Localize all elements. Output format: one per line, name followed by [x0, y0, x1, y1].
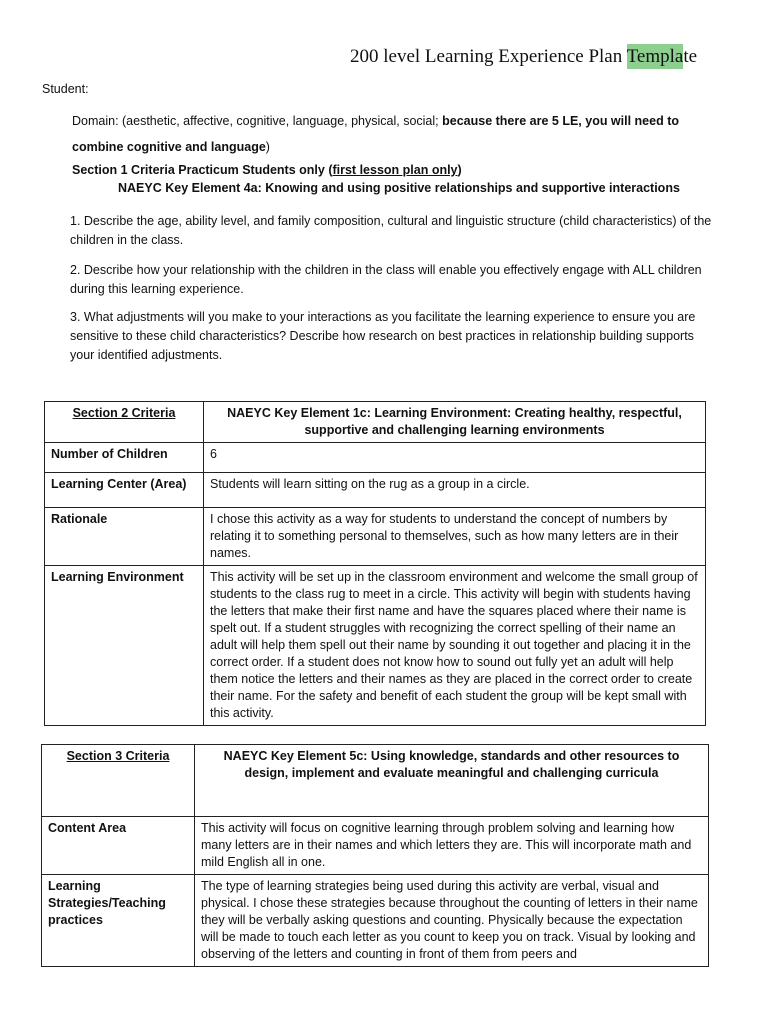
- section3-table: [41, 744, 709, 967]
- table-row: [45, 443, 706, 473]
- row-label: Content Area: [42, 817, 195, 875]
- domain-line: [72, 108, 712, 160]
- section2-table: [44, 401, 706, 726]
- section2-header-label: Section 2 Criteria: [45, 402, 204, 443]
- section1-heading-underlined: first lesson plan only: [332, 163, 458, 177]
- table-row: [45, 402, 706, 443]
- table-row: [42, 817, 709, 875]
- row-value: The type of learning strategies being used during this activity are verbal, visual and physical. I chose these strategies because throughout the counting of letters in their name they will be verbally asking questions and counting. Physically because the expectation will be made to touch each letter as you count to keep you on track. Visual by looking and observing of the letters and counting in front of them from peers and: [195, 875, 709, 967]
- row-value: This activity will be set up in the classroom environment and welcome the small group of students to the class rug to meet in a circle. This activity will begin with students having the letters that make their first name and have the squares placed where their name is spelt out. If a student struggles with recognizing the correct spelling of their name an adult will help them spell out their name by sounding it out together and placing it in the correct order. If a student does not know how to sound out fully yet an adult will help them notice the letters and their names as they are placed in the correct order to create their name. For the safety and benefit of each student the group will be kept small with this activity.: [204, 566, 706, 726]
- section1-heading-end: ): [457, 163, 462, 177]
- student-label: Student:: [42, 82, 89, 96]
- row-label: Learning Environment: [45, 566, 204, 726]
- row-label: Learning Strategies/Teaching practices: [42, 875, 195, 967]
- section3-header-label: Section 3 Criteria: [42, 745, 195, 817]
- domain-bold-text: because there are 5 LE, you will need to combine cognitive and language: [72, 114, 679, 154]
- title-suffix: te: [683, 46, 698, 67]
- row-label: Rationale: [45, 508, 204, 566]
- section1-heading: [72, 161, 680, 197]
- table-row: [45, 566, 706, 726]
- section1-key-element: NAEYC Key Element 4a: Knowing and using positive relationships and supportive interactions: [118, 181, 680, 195]
- row-value: 6: [204, 443, 706, 473]
- table-row: [45, 473, 706, 508]
- row-label: Number of Children: [45, 443, 204, 473]
- domain-end: ): [265, 140, 270, 154]
- title-highlight: Templa: [626, 46, 684, 67]
- question-1: 1. Describe the age, ability level, and family composition, cultural and linguistic structure (child characteristics) of the children in the class.: [70, 214, 712, 247]
- table-row: [42, 745, 709, 817]
- table-row: [42, 875, 709, 967]
- row-value: This activity will focus on cognitive learning through problem solving and learning how many letters are in their names and which letters they are. This will incorporate math and mild English all in one.: [195, 817, 709, 875]
- row-label: Learning Center (Area): [45, 473, 204, 508]
- question-2: 2. Describe how your relationship with the children in the class will enable you effectively engage with ALL children during this learning experience.: [70, 263, 702, 296]
- question-3: 3. What adjustments will you make to your interactions as you facilitate the learning experience to ensure you are sensitive to these child characteristics? Describe how research on best practices in relationship building supports your identified adjustments.: [70, 310, 696, 362]
- domain-text: Domain: (aesthetic, affective, cognitive, language, physical, social;: [72, 114, 443, 128]
- title-prefix: 200 level Learning Experience Plan: [350, 46, 627, 67]
- row-value: I chose this activity as a way for students to understand the concept of numbers by relating it to something personal to themselves, such as how many letters are in their names.: [204, 508, 706, 566]
- table-row: [45, 508, 706, 566]
- row-value: Students will learn sitting on the rug as a group in a circle.: [204, 473, 706, 508]
- section2-header-value: NAEYC Key Element 1c: Learning Environment: Creating healthy, respectful, supportive and challenging learning environments: [204, 402, 706, 443]
- section1-heading-text: Section 1 Criteria Practicum Students only (: [72, 163, 333, 177]
- section3-header-value: NAEYC Key Element 5c: Using knowledge, standards and other resources to design, implement and evaluate meaningful and challenging curricula: [195, 745, 709, 817]
- document-title: [350, 46, 750, 76]
